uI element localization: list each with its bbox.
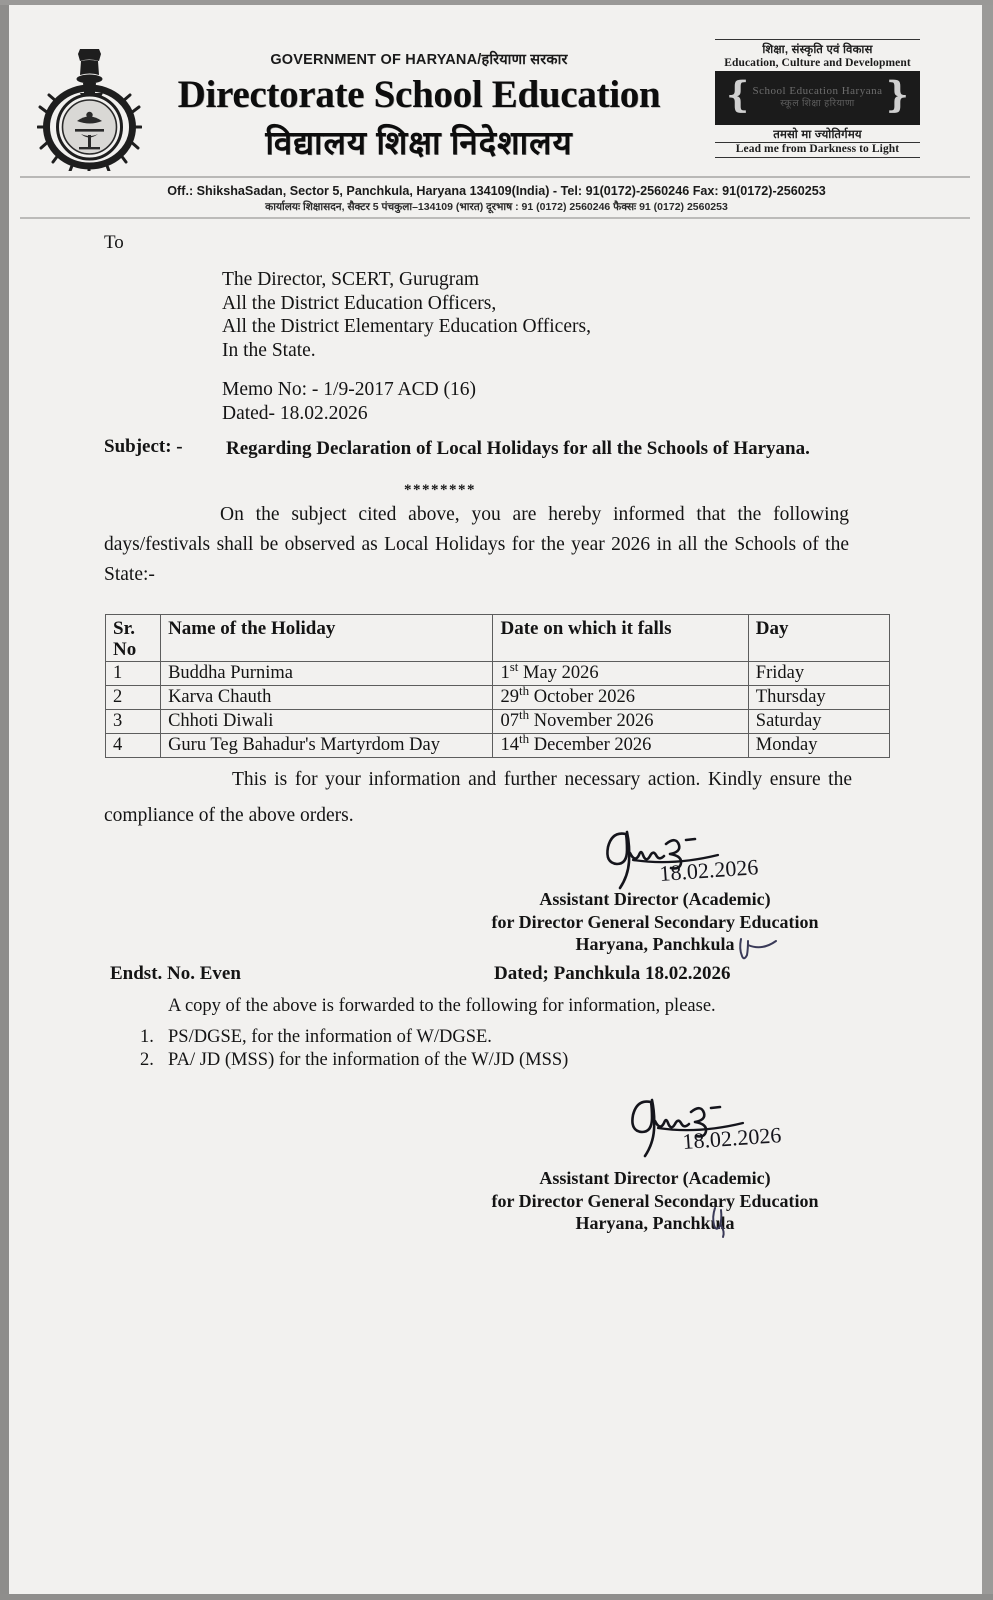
addressee-line: The Director, SCERT, Gurugram <box>222 269 480 290</box>
addressee-list <box>222 268 591 362</box>
list-item-text: PS/DGSE, for the information of W/DGSE. <box>168 1027 492 1047</box>
cell-date: 1st May 2026 <box>493 662 748 686</box>
cell-sr: 2 <box>106 686 161 710</box>
scan-edge-bottom <box>0 1594 993 1600</box>
cell-day: Thursday <box>748 686 889 710</box>
signatory-location: Haryana, Panchkula <box>575 1213 735 1233</box>
cell-day: Monday <box>748 734 889 758</box>
addressee-line: In the State. <box>222 339 316 361</box>
haryana-state-emblem-icon <box>37 43 142 171</box>
cell-date: 14th December 2026 <box>493 734 748 758</box>
signature-mark-icon <box>625 1092 825 1164</box>
motto-english-bottom: Lead me from Darkness to Light <box>735 143 900 155</box>
subject-text: Regarding Declaration of Local Holidays for all the Schools of Haryana. <box>226 438 810 459</box>
header-divider-top <box>20 176 970 178</box>
paragraph-intro: On the subject cited above, you are hereby informed that the following days/festivals shall be observed as Local Holidays for the year 2026 in all the Schools of the State:- <box>104 504 849 585</box>
office-address-english: Off.: ShikshaSadan, Sector 5, Panchkula, Haryana 134109(India) - Tel: 91(0172)-2560246 Fax: 91(0172)-2560253 <box>167 184 826 198</box>
cell-date: 07th November 2026 <box>493 710 748 734</box>
column-header-sr-no <box>106 615 161 662</box>
cell-sr: 3 <box>106 710 161 734</box>
bracket-left-icon: ❴ <box>723 75 754 115</box>
endorsement-date: Dated; Panchkula 18.02.2026 <box>494 963 731 984</box>
signatory-designation: Assistant Director (Academic) <box>539 889 771 909</box>
directorate-title-hindi: विद्यालय शिक्षा निदेशालय <box>265 126 573 162</box>
memo-number: Memo No: - 1/9-2017 ACD (16) <box>222 379 477 400</box>
signatory-for-line: for Director General Secondary Education <box>491 1190 819 1211</box>
memo-block <box>222 378 476 425</box>
motto-english-top: Education, Culture and Development <box>724 57 911 69</box>
memo-date: Dated- 18.02.2026 <box>222 402 368 424</box>
scan-edge-right <box>982 0 993 1600</box>
signatory-block-primary <box>420 888 890 956</box>
star-separator: ******** <box>404 482 476 498</box>
to-label: To <box>104 232 124 253</box>
cell-name: Buddha Purnima <box>161 662 493 686</box>
cell-day: Friday <box>748 662 889 686</box>
list-item-number: 2. <box>140 1050 154 1070</box>
signatory-designation: Assistant Director (Academic) <box>539 1168 771 1188</box>
directorate-title-english: Directorate School Education <box>177 73 661 116</box>
endorsement-number: Endst. No. Even <box>110 963 241 984</box>
motto-logo-block <box>715 39 920 158</box>
cell-name: Guru Teg Bahadur's Martyrdom Day <box>161 734 493 758</box>
list-item <box>140 1049 568 1072</box>
header-divider-bottom <box>20 217 970 219</box>
cell-sr: 4 <box>106 734 161 758</box>
sr-line1: Sr. <box>113 618 136 639</box>
scan-edge-left <box>0 0 9 1600</box>
initial-mark-icon <box>705 1205 745 1239</box>
cell-date: 29th October 2026 <box>493 686 748 710</box>
local-holidays-table <box>105 614 890 758</box>
letterhead <box>9 5 982 175</box>
motto-rule-bottom <box>715 157 920 158</box>
cell-day: Saturday <box>748 710 889 734</box>
addressee-line: All the District Education Officers, <box>222 292 497 314</box>
column-header-holiday-name: Name of the Holiday <box>161 615 493 662</box>
table-row <box>106 710 890 734</box>
table-row <box>106 734 890 758</box>
sr-line2: No <box>113 639 137 660</box>
column-header-day: Day <box>748 615 889 662</box>
list-item <box>140 1026 568 1049</box>
logo-text-line1: School Education Haryana <box>752 85 883 98</box>
cell-name: Karva Chauth <box>161 686 493 710</box>
logo-text-line2: स्कूल शिक्षा हरियाणा <box>780 98 855 109</box>
initial-mark-icon <box>735 935 781 965</box>
bracket-right-icon: ❵ <box>881 75 912 115</box>
endorsement-copy-line: A copy of the above is forwarded to the following for information, please. <box>168 996 716 1016</box>
signatory-location: Haryana, Panchkula <box>575 934 735 954</box>
column-header-date: Date on which it falls <box>493 615 748 662</box>
list-item-number: 1. <box>140 1027 154 1047</box>
office-address-hindi: कार्यालयः शिक्षासदन, सैक्टर 5 पंचकुला–134109 (भारत) दूरभाष : 91 (0172) 2560246 फैक्सः 91 (0172) 2560253 <box>265 201 728 213</box>
motto-hindi-bottom: तमसो मा ज्योतिर्गमय <box>773 129 862 141</box>
signature-date-handwritten: 18.02.2026 <box>681 1122 783 1154</box>
signatory-block-endorsement <box>420 1167 890 1235</box>
table-row <box>106 662 890 686</box>
signature-date-handwritten: 18.02.2026 <box>658 854 760 886</box>
addressee-line: All the District Elementary Education Officers, <box>222 316 591 337</box>
table-header-row <box>106 615 890 662</box>
signature-mark-icon <box>600 824 800 896</box>
paragraph-closing: This is for your information and further necessary action. Kindly ensure the compliance of the above orders. <box>104 769 852 826</box>
forwarded-to-list <box>140 1026 568 1072</box>
motto-hindi-top: शिक्षा, संस्कृति एवं विकास <box>762 44 873 56</box>
government-line: GOVERNMENT OF HARYANA/हरियाणा सरकार <box>270 52 568 68</box>
cell-name: Chhoti Diwali <box>161 710 493 734</box>
table-row <box>106 686 890 710</box>
subject-label: Subject: - <box>104 436 183 457</box>
school-education-haryana-logo-icon <box>715 71 920 125</box>
cell-sr: 1 <box>106 662 161 686</box>
header-titles <box>149 15 689 164</box>
list-item-text: PA/ JD (MSS) for the information of the W/JD (MSS) <box>168 1050 569 1070</box>
signatory-for-line: for Director General Secondary Education <box>491 911 819 932</box>
